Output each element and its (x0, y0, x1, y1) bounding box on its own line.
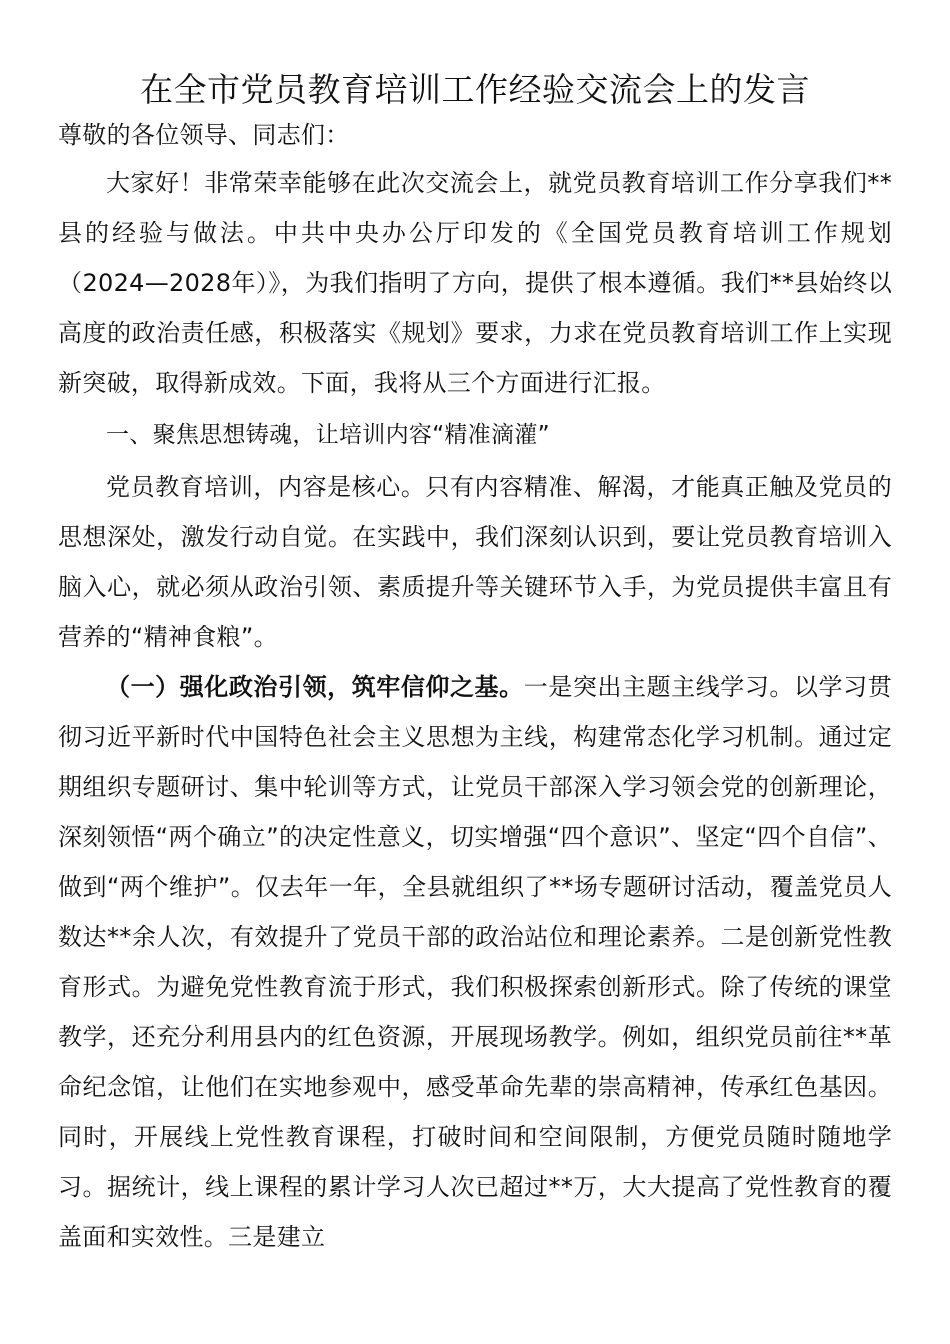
document-page (58, 62, 892, 1262)
salutation: 尊敬的各位领导、同志们： (58, 121, 350, 149)
section-1-heading: 一、聚焦思想铸魂，让培训内容“精准滴灌” (106, 422, 550, 448)
document-title: 在全市党员教育培训工作经验交流会上的发言 (140, 70, 810, 109)
subsection-1-heading: （一）强化政治引领，筑牢信仰之基。 (106, 673, 524, 701)
subsection-1-paragraph (58, 662, 892, 1262)
intro-paragraph: 大家好！非常荣幸能够在此次交流会上，就党员教育培训工作分享我们**县的经验与做法。中共中央办公厅印发的《全国党员教育培训工作规划（2024—2028年）》，为我们指明了方向，提供了根本遵循。我们**县始终以高度的政治责任感，积极落实《规划》要求，力求在党员教育培训工作上实现新突破，取得新成效。下面，我将从三个方面进行汇报。 (58, 169, 892, 397)
section-1-paragraph: 党员教育培训，内容是核心。只有内容精准、解渴，才能真正触及党员的思想深处，激发行动自觉。在实践中，我们深刻认识到，要让党员教育培训入脑入心，就必须从政治引领、素质提升等关键环节入手，为党员提供丰富且有营养的“精神食粮”。 (58, 473, 892, 651)
subsection-1-body: 一是突出主题主线学习。以学习贯彻习近平新时代中国特色社会主义思想为主线，构建常态化学习机制。通过定期组织专题研讨、集中轮训等方式，让党员干部深入学习领会党的创新理论，深刻领悟“两个确立”的决定性意义，切实增强“四个意识”、坚定“四个自信”、做到“两个维护”。仅去年一年，全县就组织了**场专题研讨活动，覆盖党员人数达**余人次，有效提升了党员干部的政治站位和理论素养。二是创新党性教育形式。为避免党性教育流于形式，我们积极探索创新形式。除了传统的课堂教学，还充分利用县内的红色资源，开展现场教学。例如，组织党员前往**革命纪念馆，让他们在实地参观中，感受革命先辈的崇高精神，传承红色基因。同时，开展线上党性教育课程，打破时间和空间限制，方便党员随时随地学习。据统计，线上课程的累计学习人次已超过**万，大大提高了党性教育的覆盖面和实效性。三是建立 (58, 673, 892, 1251)
